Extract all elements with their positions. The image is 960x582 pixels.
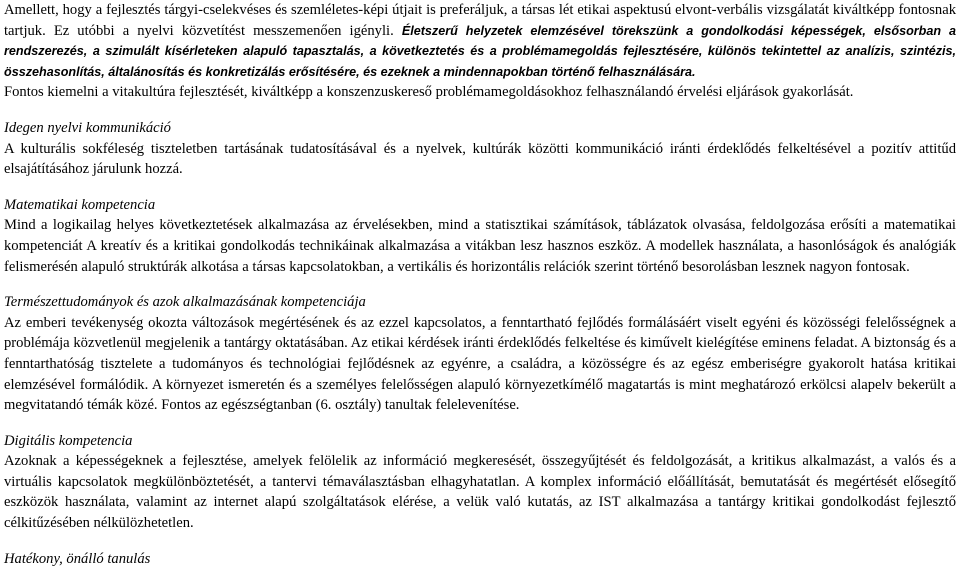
section-body-termeszettudomanyok: Az emberi tevékenység okozta változások megértésének és az ezzel kapcsolatos, a fenntartható fejlődés formálásáért viselt egyéni és közösségi felelősségnek a problémája közvetlenül megjelenik a tantárgy oktatásában. Az etikai kérdések iránti érdeklődés felkeltése és kiművelt kielégítése eminens feladat. A biztonság és a fenntarthatóság tisztelete a tudományos és technológiai fejlődésnek az egyénre, a családra, a közösségre és az egész emberiségre gyakorolt hatása kritikai elemzésével formálódik. A környezet ismeretén és a személyes felelősségen alapuló környezetkímélő magatartás is mint meghatározó erkölcsi alapelv bekerült a megvitatandó témák közé. Fontos az egészségtanban (6. osztály) tanultak felelevenítése. bbox=[4, 314, 956, 414]
intro-serif-text: Amellett, hogy a fejlesztés tárgyi-cselekvéses és szemléletes-képi útjait is preferáljuk, a társas lét etikai aspektusú elvont-verbális vizsgálatát kiváltképp fontosnak tartjuk. Ez utóbbi a nyelvi közvetítést messzemenően igényli. bbox=[4, 2, 956, 39]
section-body-idegen-nyelvi: A kulturális sokféleség tiszteletben tartásának tudatosításával és a nyelvek, kultúrák közötti kommunikáció iránti érdeklődés felkeltésével a pozitív attitűd elsajátításához járulunk hozzá. bbox=[4, 140, 956, 178]
intro-emphasis-text: Életszerű helyzetek elemzésével törekszünk a gondolkodási képességek, elsősorban a rendszerezés, a szimulált kísérleteken alapuló tapasztalás, a következtetés és a problémamegoldás fejlesztésére, különös tekintettel az analízis, szintézis, összehasonlítás, általánosítás és konkretizálás erősítésére, és ezeknek a mindennapokban történő felhasználására. bbox=[4, 23, 956, 79]
section-heading-idegen-nyelvi: Idegen nyelvi kommunikáció bbox=[4, 119, 171, 136]
section-body-digitalis: Azoknak a képességeknek a fejlesztése, amelyek felölelik az információ megkeresését, összegyűjtését és feldolgozását, a kritikus alkalmazást, a valós és a virtuális kapcsolatok megkülönböztetését, a tantervi témaválasztásban elhagyhatatlan. A komplex információ előállítását, bemutatását és megértését elősegítő eszközök használata, valamint az internet alapú szolgáltatások elérése, a velük való kutatás, az IST alkalmazása a tantárgy kritikai gondolkodást fejlesztő célkitűzésében nélkülözhetetlen. bbox=[4, 453, 956, 532]
section-heading-digitalis: Digitális kompetencia bbox=[4, 432, 133, 449]
section-heading-termeszettudomanyok: Természettudományok és azok alkalmazásának kompetenciája bbox=[4, 294, 366, 311]
intro-closing-paragraph: Fontos kiemelni a vitakultúra fejlesztését, kiváltképp a konszenzuskereső problémamegoldásokhoz felhasználandó érvelési eljárások gyakorlását. bbox=[4, 84, 854, 101]
intro-paragraph bbox=[4, 0, 956, 82]
section-heading-hatekony-tanulas: Hatékony, önálló tanulás bbox=[4, 550, 151, 567]
section-heading-matematikai: Matematikai kompetencia bbox=[4, 196, 156, 213]
section-body-matematikai: Mind a logikailag helyes következtetések alkalmazása az érvelésekben, mind a statisztikai számítások, táblázatok olvasása, feldolgozása erősíti a matematikai kompetenciát A kreatív és a kritikai gondolkodás technikáinak alkalmazása a vitákban lesz hasznos eszköz. A modellek használata, a hasonlóságok és analógiák felismerésén alapuló struktúrák alkotása a társas kapcsolatokban, a vertikális és horizontális relációk szerint történő besorolásban lesznek nagyon fontosak. bbox=[4, 217, 956, 275]
